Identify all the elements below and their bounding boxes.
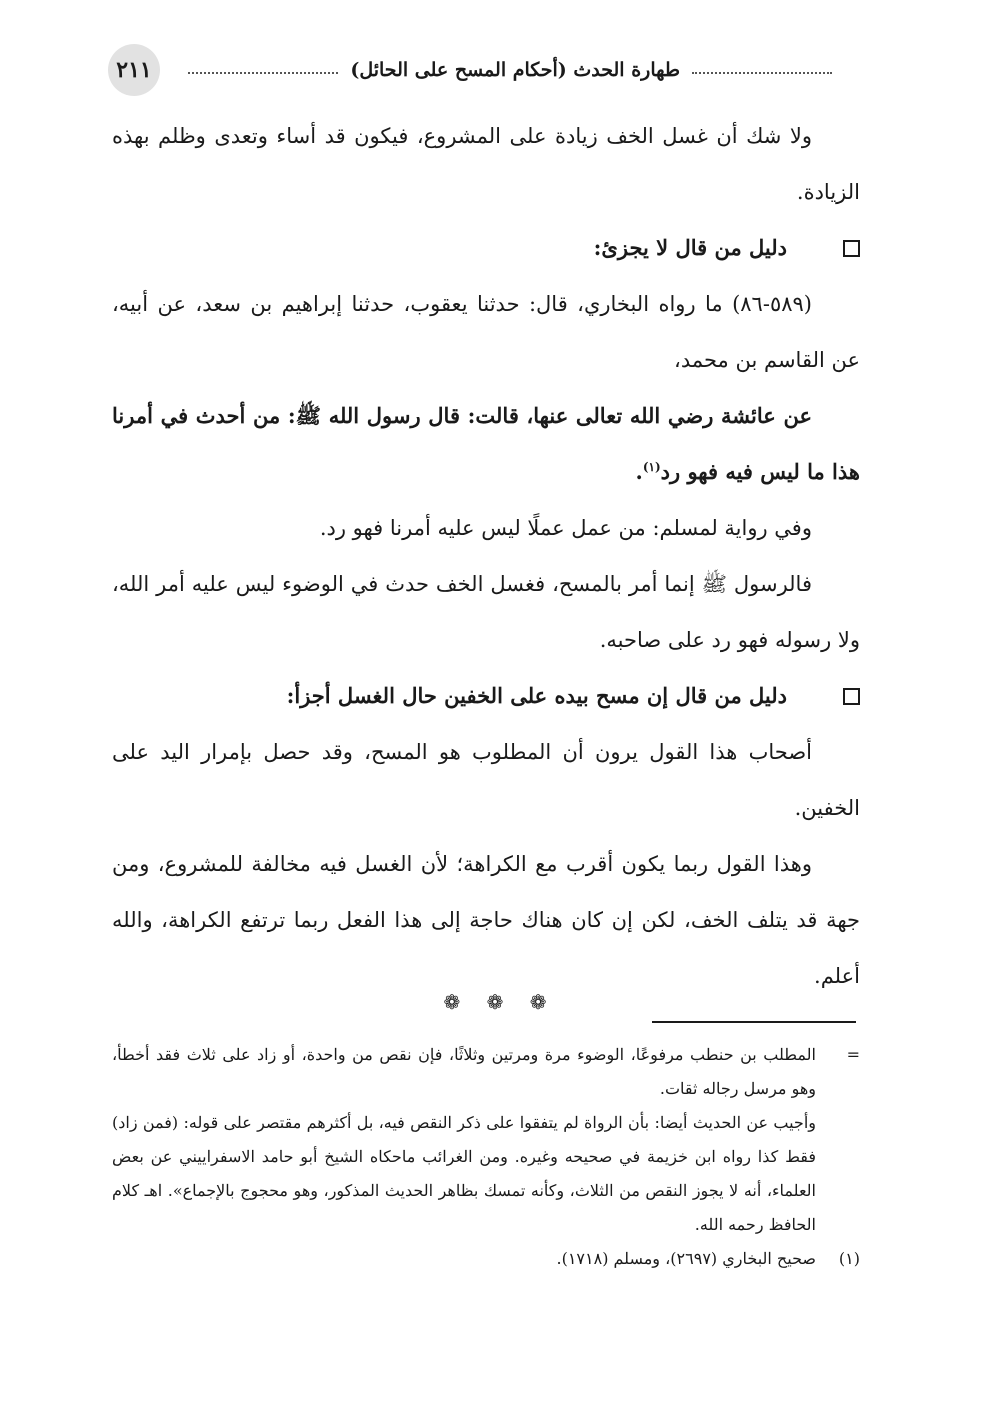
section-heading-1 — [112, 220, 860, 276]
paragraph-opinion: أصحاب هذا القول يرون أن المطلوب هو المسح، وقد حصل بإمرار اليد على الخفين. — [112, 740, 860, 820]
footnote-continuation-text-2: وأجيب عن الحديث أيضا: بأن الرواة لم يتفقوا على ذكر النقص فيه، بل أكثرهم مقتصر على قوله: (فمن زاد) فقط كذا رواه ابن خزيمة في صحيحه وغيره. ومن الغرائب ماحكاه الشيخ أبو حامد الاسفراييني عن بعض العلماء، أنه لا يجوز النقص من الثلاث، وكأنه تمسك بظاهر الحديث المذكور، وهو محجوج بالإجماع». اهـ كلام الحافظ رحمه الله. — [112, 1113, 816, 1234]
footnote-rule — [652, 1021, 856, 1023]
paragraph-1: ولا شك أن غسل الخف زيادة على المشروع، فيكون قد أساء وتعدى وظلم بهذه الزيادة. — [112, 124, 860, 204]
footnote-1 — [112, 1242, 860, 1276]
footnote-1-mark: (١) — [838, 1249, 860, 1268]
paragraph-hadith-text — [112, 388, 860, 500]
paragraph-conclusion: وهذا القول ربما يكون أقرب مع الكراهة؛ لأن الغسل فيه مخالفة للمشروع، ومن جهة قد يتلف الخف، لكن إن كان هناك حاجة إلى هذا الفعل ربما ترتفع الكراهة، والله أعلم. — [112, 852, 860, 988]
paragraph-hadith-chain: (٥٨٩-٨٦) ما رواه البخاري، قال: حدثنا يعقوب، حدثنا إبراهيم بن سعد، عن أبيه، عن القاسم بن محمد، — [112, 292, 860, 372]
footnote-1-text: صحيح البخاري (٢٦٩٧)، ومسلم (١٧١٨). — [556, 1249, 816, 1268]
hadith-text: عن عائشة رضي الله تعالى عنها، قالت: قال رسول الله ﷺ: من أحدث في أمرنا هذا ما ليس فيه فهو رد — [112, 403, 860, 484]
footnote-continuation-text-1: المطلب بن حنطب مرفوعًا، الوضوء مرة ومرتين وثلاثًا، فإن نقص من واحدة، أو زاد على ثلاث فقد أخطأ، وهو مرسل رجاله ثقات. — [112, 1045, 817, 1098]
footnote-continuation — [112, 1038, 860, 1242]
paragraph-ruling: فالرسول ﷺ إنما أمر بالمسح، فغسل الخف حدث في الوضوء ليس عليه أمر الله، ولا رسوله فهو رد على صاحبه. — [112, 572, 860, 652]
section-separator-ornament: ❁ ❁ ❁ — [443, 990, 557, 1014]
section-heading-2 — [112, 668, 860, 724]
square-bullet-icon — [843, 240, 860, 257]
main-text — [112, 108, 860, 1004]
page-number-badge: ٢١١ — [108, 44, 160, 96]
square-bullet-icon — [843, 688, 860, 705]
footnote-ref-1[interactable]: (١) — [642, 460, 661, 474]
header-dots-left — [188, 72, 338, 74]
section-heading-1-text: دليل من قال لا يجزئ: — [593, 235, 787, 260]
hadith-end: . — [635, 459, 643, 484]
section-heading-2-text: دليل من قال إن مسح بيده على الخفين حال الغسل أجزأ: — [286, 683, 787, 708]
footnote-continuation-mark: = — [846, 1045, 860, 1064]
running-header — [176, 52, 844, 88]
header-dots-right — [692, 72, 832, 74]
running-title: طهارة الحدث (أحكام المسح على الحائل) — [350, 59, 680, 81]
footnotes — [112, 1038, 860, 1276]
paragraph-muslim-narration: وفي رواية لمسلم: من عمل عملًا ليس عليه أمرنا فهو رد. — [319, 516, 812, 540]
footnote-continuation-body — [112, 1038, 816, 1242]
